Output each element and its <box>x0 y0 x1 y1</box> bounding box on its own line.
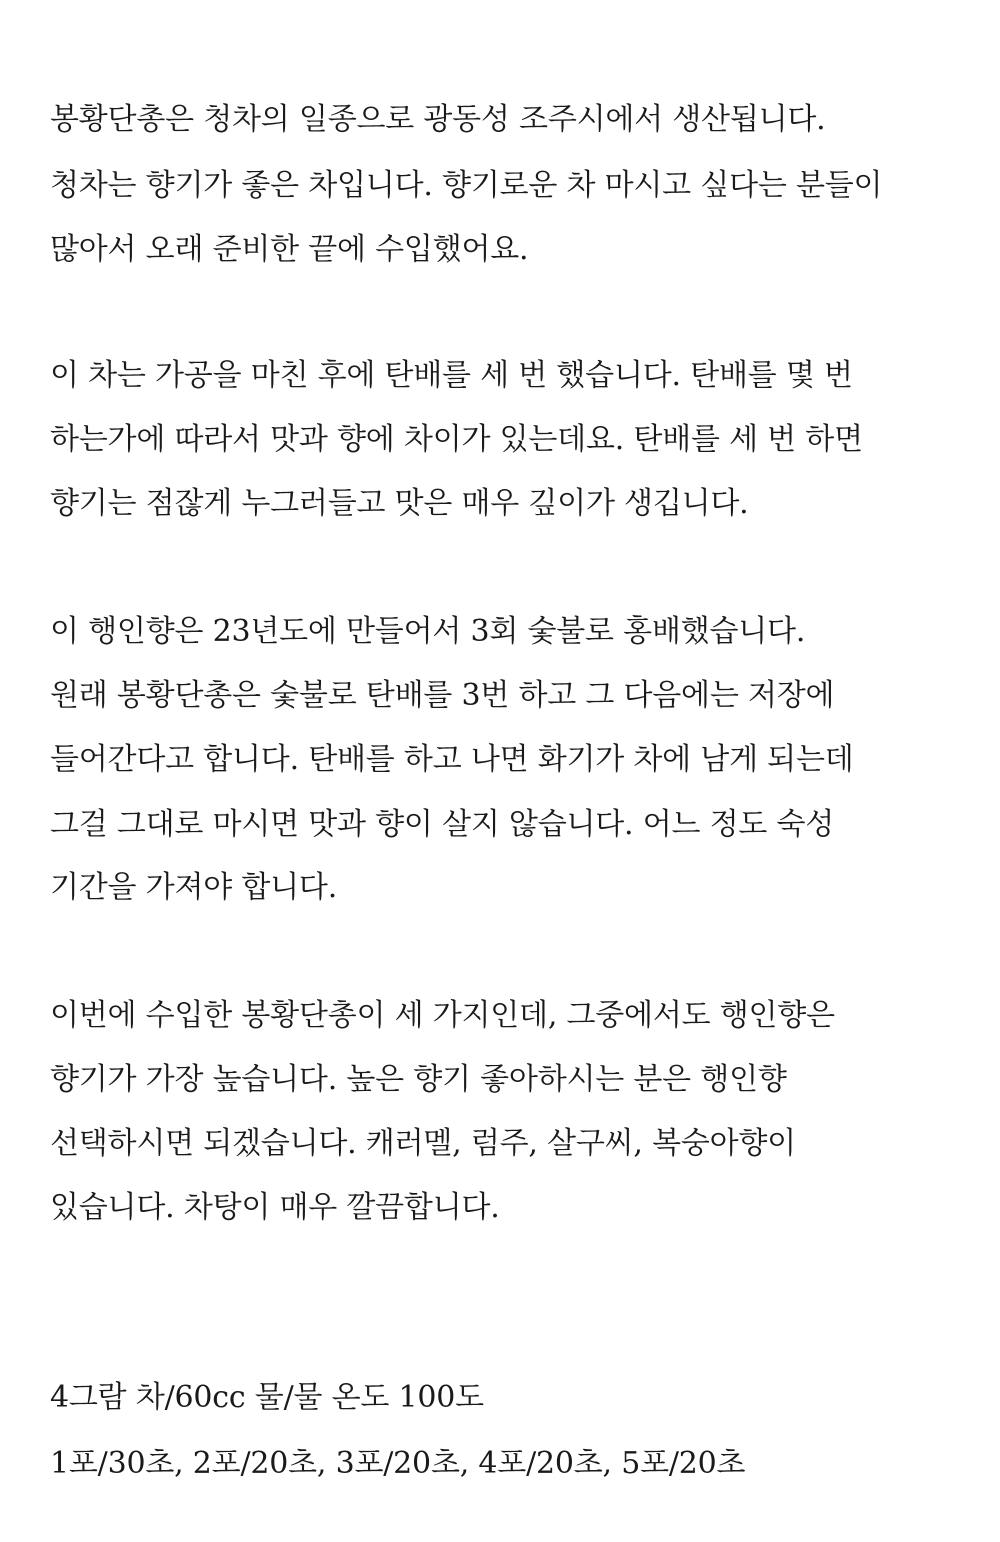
text-line: 향기가 가장 높습니다. 높은 향기 좋아하시는 분은 행인향 <box>50 1062 787 1097</box>
text-line: 기간을 가져야 합니다. <box>50 870 338 905</box>
text-line: 많아서 오래 준비한 끝에 수입했어요. <box>50 232 529 267</box>
text-line: 있습니다. 차탕이 매우 깔끔합니다. <box>50 1190 500 1225</box>
text-line: 그걸 그대로 마시면 맛과 향이 살지 않습니다. 어느 정도 숙성 <box>50 807 835 842</box>
steeping-times: 1포/30초, 2포/20초, 3포/20초, 4포/20초, 5포/20초 <box>50 1446 746 1481</box>
text-line: 향기는 점잖게 누그러들고 맛은 매우 깊이가 생깁니다. <box>50 486 749 521</box>
text-line: 청차는 향기가 좋은 차입니다. 향기로운 차 마시고 싶다는 분들이 <box>50 168 883 203</box>
text-line: 하는가에 따라서 맛과 향에 차이가 있는데요. 탄배를 세 번 하면 <box>50 422 863 457</box>
brewing-ratio: 4그람 차/60cc 물/물 온도 100도 <box>50 1380 484 1415</box>
text-line: 이 차는 가공을 마친 후에 탄배를 세 번 했습니다. 탄배를 몇 번 <box>50 358 853 393</box>
text-line: 이 행인향은 23년도에 만들어서 3회 숯불로 홍배했습니다. <box>50 614 806 649</box>
text-line: 들어간다고 합니다. 탄배를 하고 나면 화기가 차에 남게 되는데 <box>50 742 854 777</box>
text-line: 봉황단총은 청차의 일종으로 광동성 조주시에서 생산됩니다. <box>50 102 826 137</box>
text-line: 이번에 수입한 봉황단총이 세 가지인데, 그중에서도 행인향은 <box>50 998 835 1033</box>
text-line: 원래 봉황단총은 숯불로 탄배를 3번 하고 그 다음에는 저장에 <box>50 678 835 713</box>
text-line: 선택하시면 되겠습니다. 캐러멜, 럼주, 살구씨, 복숭아향이 <box>50 1126 796 1161</box>
